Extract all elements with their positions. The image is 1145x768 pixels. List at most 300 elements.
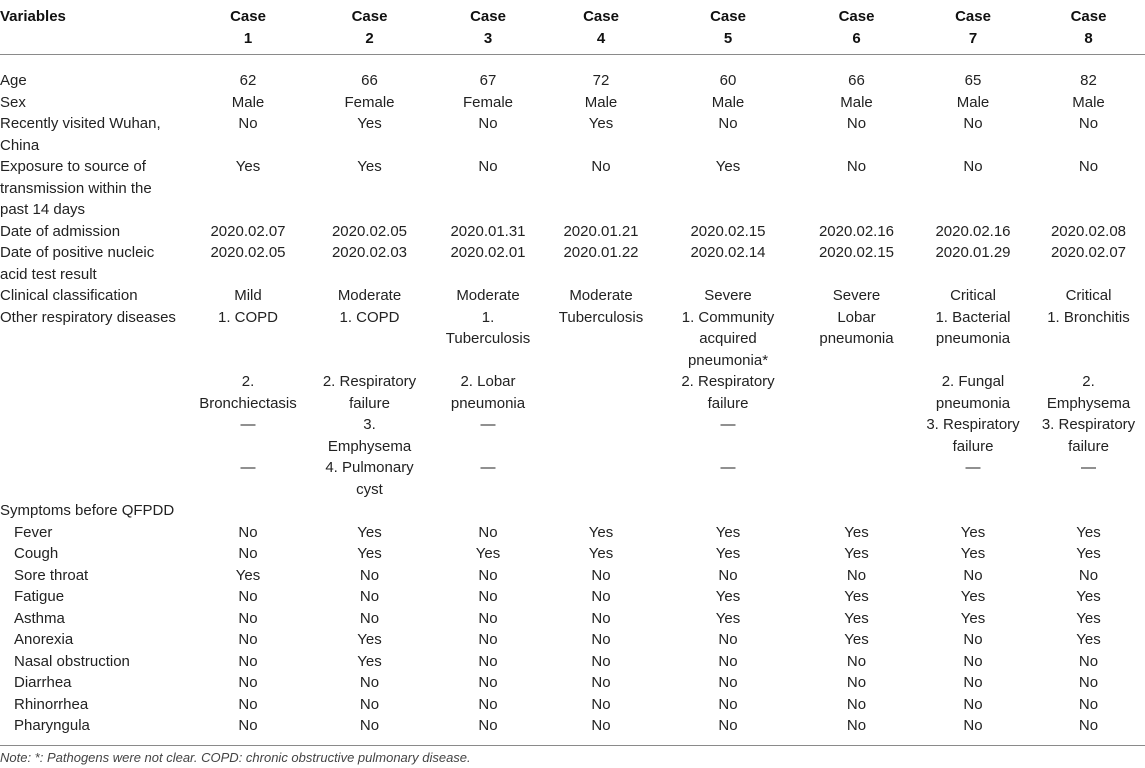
table-row: [0, 221, 1145, 243]
cell-text-line: No: [1078, 674, 1099, 691]
cell-text-line: 72: [592, 72, 610, 89]
cell-text-line: No: [478, 631, 498, 648]
cell-text-line: acid test result: [0, 265, 97, 283]
table-cell: [914, 565, 1032, 587]
table-cell: [799, 156, 914, 221]
cell-text-line: No: [478, 566, 498, 584]
cell-text-line: No: [478, 115, 498, 132]
table-cell: [1032, 92, 1145, 114]
cell-text-line: No: [963, 115, 983, 132]
cell-text-line: Yes: [960, 588, 986, 605]
cell-text-line: 1. Bronchitis: [1047, 308, 1130, 326]
table-cell: [308, 307, 431, 372]
table-cell: [188, 522, 308, 544]
table-cell: [188, 221, 308, 243]
cell-text-line: No: [1078, 695, 1099, 713]
cell-text-line: Yes: [844, 631, 869, 648]
table-cell: [914, 221, 1032, 243]
table-cell: [914, 242, 1032, 285]
table-cell: [799, 457, 914, 500]
cell-text-line: Yes: [235, 158, 261, 175]
cell-text-line: No: [963, 158, 983, 175]
cell-text-line: No: [1078, 115, 1099, 132]
table-cell: [914, 457, 1032, 500]
cell-text-line: Case: [710, 8, 746, 25]
table-cell: [799, 608, 914, 630]
cell-text-line: No: [591, 695, 611, 713]
table-cell: [545, 565, 657, 587]
table-cell: [431, 307, 545, 372]
cell-text-line: —: [240, 416, 256, 433]
table-cell: [914, 371, 1032, 414]
cell-text-line: 2. Respiratory: [681, 373, 775, 390]
table-cell: [308, 608, 431, 630]
table-cell: [431, 522, 545, 544]
table-cell: [545, 608, 657, 630]
cell-text-line: No: [963, 717, 983, 734]
cell-text-line: No: [591, 631, 611, 648]
cell-text-line: Critical: [1065, 287, 1112, 304]
table-cell: [657, 307, 799, 372]
table-row: [0, 285, 1145, 307]
cell-text-line: No: [846, 115, 867, 132]
cell-text-line: past 14 days: [0, 201, 86, 218]
cell-text-line: 2.: [241, 373, 255, 390]
cell-text-line: failure: [707, 394, 749, 412]
table-cell: [1032, 672, 1145, 694]
table-row: [0, 522, 1145, 544]
table-cell: [914, 629, 1032, 651]
table-cell: [431, 156, 545, 221]
cell-text-line: Fever: [14, 523, 53, 541]
cell-text-line: Fatigue: [14, 588, 65, 605]
row-label: [0, 307, 188, 372]
cell-text-line: No: [238, 652, 258, 670]
cell-text-line: Yes: [844, 545, 869, 562]
table-cell: [431, 285, 545, 307]
table-cell: [188, 565, 308, 587]
table-cell: [545, 414, 657, 457]
cell-text-line: No: [478, 158, 498, 175]
table-cell: [657, 715, 799, 745]
cell-text-line: —: [240, 459, 256, 476]
clinical-characteristics-table: [0, 6, 1145, 746]
cell-text-line: Male: [711, 93, 745, 111]
cell-text-line: 6: [852, 29, 861, 47]
cell-text-line: Male: [956, 93, 990, 111]
cell-text-line: 1. Community: [681, 308, 775, 326]
cell-text-line: 2020.01.29: [935, 244, 1011, 261]
table-row: [0, 307, 1145, 372]
cell-text-line: No: [718, 115, 738, 132]
table-cell: [431, 543, 545, 565]
header-case-6: [799, 6, 914, 55]
cell-text-line: pneumonia: [819, 330, 894, 347]
table-cell: [657, 694, 799, 716]
cell-text-line: Male: [231, 93, 265, 111]
cell-text-line: failure: [1068, 437, 1109, 455]
cell-text-line: Anorexia: [14, 631, 74, 648]
table-cell: [657, 242, 799, 285]
table-row: [0, 651, 1145, 673]
cell-text-line: Nasal obstruction: [14, 652, 130, 670]
cell-text-line: No: [238, 717, 258, 734]
cell-text-line: Yes: [588, 523, 614, 541]
table-cell: [431, 92, 545, 114]
table-cell: [188, 543, 308, 565]
table-cell: [188, 285, 308, 307]
cell-text-line: 1: [243, 29, 253, 47]
cell-text-line: Yes: [715, 609, 741, 627]
cell-text-line: Yes: [357, 631, 382, 648]
table-cell: [657, 221, 799, 243]
cell-text-line: 2020.01.31: [450, 222, 526, 240]
cell-text-line: 3. Respiratory: [926, 416, 1020, 433]
table-cell: [545, 285, 657, 307]
cell-text-line: —: [720, 459, 736, 476]
cell-text-line: No: [846, 717, 867, 734]
table-cell: [545, 242, 657, 285]
cell-text-line: Female: [462, 93, 514, 111]
table-cell: [431, 672, 545, 694]
cell-text-line: 5: [723, 29, 733, 47]
table-cell: [431, 608, 545, 630]
header-case-8: [1032, 6, 1145, 55]
table-cell: [1032, 565, 1145, 587]
cell-text-line: Yes: [715, 588, 741, 605]
table-cell: [914, 522, 1032, 544]
table-cell: [1032, 156, 1145, 221]
table-cell: [1032, 113, 1145, 156]
table-cell: [1032, 371, 1145, 414]
cell-text-line: Case: [955, 8, 991, 25]
cell-text-line: Severe: [704, 287, 752, 304]
table-cell: [188, 629, 308, 651]
row-label: [0, 414, 188, 457]
table-cell: [545, 371, 657, 414]
table-cell: [914, 608, 1032, 630]
table-cell: [188, 608, 308, 630]
cell-text-line: No: [1078, 652, 1099, 670]
cell-text-line: No: [359, 588, 380, 605]
cell-text-line: 2020.01.21: [563, 222, 639, 240]
row-label: [0, 522, 188, 544]
table-cell: [188, 457, 308, 500]
cell-text-line: 7: [968, 29, 978, 47]
cell-text-line: 2020.02.01: [450, 244, 526, 261]
table-cell: [657, 608, 799, 630]
table-row: [0, 672, 1145, 694]
cell-text-line: Pharyngula: [14, 717, 90, 734]
table-cell: [1032, 242, 1145, 285]
cell-text-line: No: [478, 609, 498, 627]
table-row: [0, 608, 1145, 630]
table-row: [0, 586, 1145, 608]
cell-text-line: 2: [365, 29, 374, 47]
cell-text-line: No: [591, 717, 611, 734]
cell-text-line: No: [591, 674, 611, 691]
cell-text-line: Rhinorrhea: [14, 695, 89, 713]
table-cell: [545, 715, 657, 745]
table-body: [0, 55, 1145, 746]
table-cell: [914, 694, 1032, 716]
table-cell: [308, 156, 431, 221]
cell-text-line: Yes: [357, 652, 382, 670]
table-row: [0, 694, 1145, 716]
table-cell: [657, 586, 799, 608]
table-cell: [308, 586, 431, 608]
cell-text-line: Yes: [1076, 588, 1101, 605]
row-label: [0, 651, 188, 673]
cell-text-line: Diarrhea: [14, 674, 72, 691]
row-label: [0, 565, 188, 587]
cell-text-line: No: [963, 566, 983, 584]
table-cell: [188, 651, 308, 673]
cell-text-line: Sore throat: [14, 566, 89, 584]
cell-text-line: 2020.02.14: [690, 244, 766, 261]
cell-text-line: Age: [0, 72, 27, 89]
table-cell: [545, 543, 657, 565]
table-cell: [657, 156, 799, 221]
table-row: [0, 371, 1145, 414]
cell-text-line: No: [359, 695, 380, 713]
table-cell: [308, 500, 431, 522]
table-row: [0, 457, 1145, 500]
table-cell: [657, 414, 799, 457]
cell-text-line: Yes: [715, 158, 741, 175]
table-cell: [799, 543, 914, 565]
cell-text-line: Male: [584, 93, 618, 111]
table-cell: [188, 371, 308, 414]
row-label: [0, 457, 188, 500]
table-cell: [545, 221, 657, 243]
table-cell: [188, 500, 308, 522]
cell-text-line: No: [238, 631, 258, 648]
table-cell: [799, 629, 914, 651]
table-cell: [308, 457, 431, 500]
table-cell: [308, 371, 431, 414]
cell-text-line: Yes: [235, 566, 261, 584]
cell-text-line: Yes: [1076, 631, 1101, 648]
table-cell: [799, 55, 914, 92]
cell-text-line: Critical: [950, 287, 996, 304]
table-row: [0, 500, 1145, 522]
table-cell: [545, 694, 657, 716]
cell-text-line: No: [1078, 566, 1099, 584]
row-label: [0, 629, 188, 651]
table-row: [0, 242, 1145, 285]
cell-text-line: Yes: [715, 523, 741, 541]
cell-text-line: No: [846, 674, 867, 691]
cell-text-line: Yes: [960, 609, 986, 627]
table-cell: [431, 221, 545, 243]
cell-text-line: 1. COPD: [339, 308, 400, 326]
row-label: [0, 694, 188, 716]
cell-text-line: No: [478, 652, 498, 670]
row-label: [0, 500, 188, 522]
table-cell: [914, 500, 1032, 522]
table-cell: [1032, 457, 1145, 500]
cell-text-line: Case: [583, 8, 619, 25]
table-cell: [657, 565, 799, 587]
cell-text-line: Yes: [844, 588, 869, 605]
cell-text-line: Emphysema: [1046, 394, 1131, 412]
table-header: [0, 6, 1145, 55]
cell-text-line: No: [963, 652, 983, 670]
cell-text-line: 2020.02.05: [331, 222, 408, 240]
cell-text-line: 2.: [1082, 373, 1095, 390]
cell-text-line: Bronchiectasis: [199, 394, 297, 412]
cell-text-line: Severe: [832, 287, 881, 304]
cell-text-line: No: [591, 609, 611, 627]
cell-text-line: 8: [1084, 29, 1093, 47]
cell-text-line: Case: [838, 8, 875, 25]
cell-text-line: Case: [1070, 8, 1107, 25]
table-cell: [799, 694, 914, 716]
table-cell: [799, 113, 914, 156]
table-cell: [799, 307, 914, 372]
cell-text-line: No: [238, 545, 258, 562]
table-cell: [1032, 285, 1145, 307]
cell-text-line: No: [359, 674, 380, 691]
table-cell: [1032, 522, 1145, 544]
table-cell: [545, 651, 657, 673]
table-cell: [799, 500, 914, 522]
cell-text-line: Case: [351, 8, 388, 25]
cell-text-line: 67: [479, 72, 497, 89]
table-cell: [308, 651, 431, 673]
cell-text-line: —: [965, 459, 981, 476]
cell-text-line: 4. Pulmonary: [325, 459, 414, 476]
table-cell: [657, 543, 799, 565]
cell-text-line: 1. Bacterial: [935, 308, 1011, 326]
cell-text-line: pneumonia: [935, 394, 1011, 412]
table-cell: [431, 715, 545, 745]
table-cell: [914, 651, 1032, 673]
table-cell: [1032, 694, 1145, 716]
cell-text-line: Case: [470, 8, 506, 25]
cell-text-line: Yes: [588, 545, 614, 562]
table-cell: [657, 500, 799, 522]
cell-text-line: No: [1078, 158, 1099, 175]
row-label: [0, 285, 188, 307]
table-cell: [308, 113, 431, 156]
cell-text-line: 2020.02.03: [331, 244, 408, 261]
table-cell: [308, 672, 431, 694]
table-cell: [657, 55, 799, 92]
table-cell: [431, 55, 545, 92]
cell-text-line: 2020.02.07: [210, 222, 286, 240]
table-cell: [188, 715, 308, 745]
cell-text-line: —: [1081, 459, 1096, 476]
table-cell: [308, 694, 431, 716]
cell-text-line: —: [720, 416, 736, 433]
table-cell: [431, 586, 545, 608]
table-cell: [914, 672, 1032, 694]
table-cell: [914, 414, 1032, 457]
cell-text-line: Moderate: [569, 287, 633, 304]
cell-text-line: transmission within the: [0, 179, 152, 197]
cell-text-line: 3: [483, 29, 493, 47]
row-label: [0, 371, 188, 414]
table-cell: [431, 651, 545, 673]
cell-text-line: 2020.02.16: [818, 222, 895, 240]
table-row: [0, 715, 1145, 745]
table-cell: [188, 92, 308, 114]
cell-text-line: No: [478, 588, 498, 605]
table-row: [0, 414, 1145, 457]
cell-text-line: Yes: [1076, 609, 1101, 627]
cell-text-line: 2. Respiratory: [322, 373, 417, 390]
cell-text-line: Yes: [357, 158, 382, 175]
table-cell: [431, 414, 545, 457]
cell-text-line: Case: [230, 8, 266, 25]
table-row: [0, 543, 1145, 565]
table-cell: [914, 586, 1032, 608]
cell-text-line: No: [718, 695, 738, 713]
table-cell: [308, 92, 431, 114]
cell-text-line: Male: [1072, 93, 1105, 111]
cell-text-line: 4: [596, 29, 606, 47]
row-label: [0, 715, 188, 745]
cell-text-line: No: [359, 609, 380, 627]
table-cell: [1032, 543, 1145, 565]
header-case-7: [914, 6, 1032, 55]
cell-text-line: No: [963, 674, 983, 691]
cell-text-line: Tuberculosis: [445, 330, 531, 347]
table-cell: [657, 113, 799, 156]
cell-text-line: Date of admission: [0, 222, 121, 240]
table-cell: [657, 522, 799, 544]
cell-text-line: —: [480, 459, 496, 476]
cell-text-line: No: [846, 695, 867, 713]
table-cell: [431, 629, 545, 651]
cell-text-line: No: [359, 566, 380, 584]
table-cell: [657, 629, 799, 651]
table-cell: [545, 522, 657, 544]
table-cell: [545, 55, 657, 92]
table-cell: [188, 586, 308, 608]
cell-text-line: Yes: [1076, 523, 1101, 541]
table-cell: [431, 457, 545, 500]
table-cell: [657, 457, 799, 500]
header-variables: [0, 6, 188, 55]
table-cell: [308, 55, 431, 92]
cell-text-line: 1.: [481, 308, 495, 326]
table-cell: [188, 672, 308, 694]
table-cell: [657, 371, 799, 414]
cell-text-line: Yes: [844, 609, 869, 627]
cell-text-line: Male: [840, 93, 873, 111]
cell-text-line: Moderate: [456, 287, 520, 304]
table-cell: [308, 285, 431, 307]
cell-text-line: Yes: [357, 545, 382, 562]
table-cell: [799, 242, 914, 285]
cell-text-line: Exposure to source of: [0, 158, 146, 175]
table-cell: [545, 307, 657, 372]
cell-text-line: No: [478, 717, 498, 734]
table-cell: [308, 565, 431, 587]
cell-text-line: Tuberculosis: [558, 308, 644, 326]
cell-text-line: Variables: [0, 8, 66, 25]
table-cell: [914, 285, 1032, 307]
table-cell: [308, 715, 431, 745]
cell-text-line: 82: [1080, 72, 1097, 89]
cell-text-line: Recently visited Wuhan,: [0, 115, 161, 132]
table-cell: [799, 522, 914, 544]
cell-text-line: Yes: [357, 115, 382, 132]
header-case-5: [657, 6, 799, 55]
